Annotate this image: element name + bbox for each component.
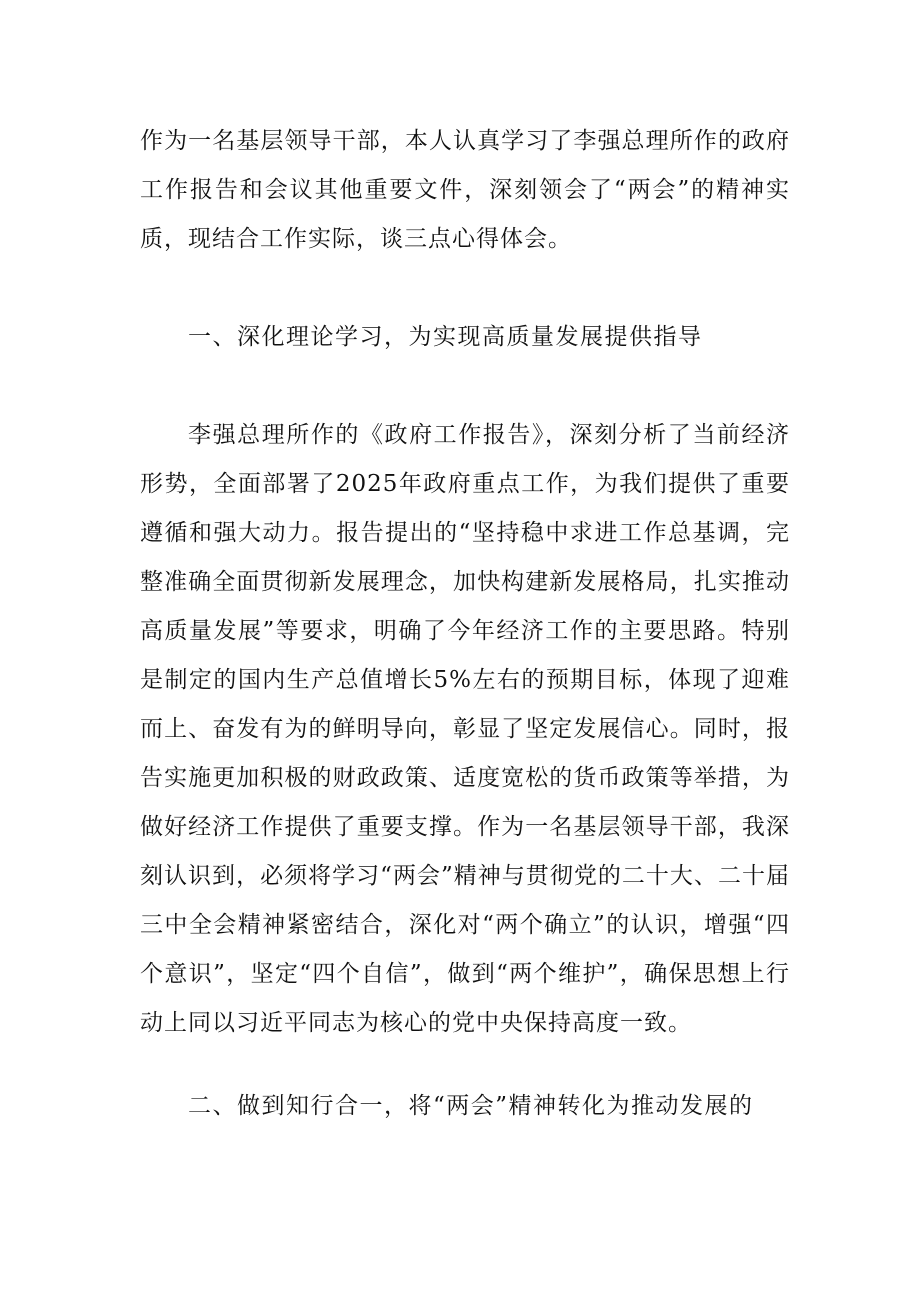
intro-paragraph: 作为一名基层领导干部，本人认真学习了李强总理所作的政府工作报告和会议其他重要文件，深刻领会了“两会”的精神实质，现结合工作实际，谈三点心得体会。 (140, 128, 790, 252)
section-heading-2: 二、做到知行合一，将“两会”精神转化为推动发展的 (188, 1093, 754, 1119)
section-1-paragraph: 李强总理所作的《政府工作报告》，深刻分析了当前经济形势，全面部署了2025年政府重点工作，为我们提供了重要遵循和强大动力。报告提出的“坚持稳中求进工作总基调，完整准确全面贯彻新发展理念，加快构建新发展格局，扎实推动高质量发展”等要求，明确了今年经济工作的主要思路。特别是制定的国内生产总值增长5%左右的预期目标，体现了迎难而上、奋发有为的鲜明导向，彰显了坚定发展信心。同时，报告实施更加积极的财政政策、适度宽松的货币政策等举措，为做好经济工作提供了重要支撑。作为一名基层领导干部，我深刻认识到，必须将学习“两会”精神与贯彻党的二十大、二十届三中全会精神紧密结合，深化对“两个确立”的认识，增强“四个意识”，坚定“四个自信”，做到“两个维护”，确保思想上行动上同以习近平同志为核心的党中央保持高度一致。 (140, 422, 790, 1036)
section-heading-1: 一、深化理论学习，为实现高质量发展提供指导 (188, 324, 703, 350)
